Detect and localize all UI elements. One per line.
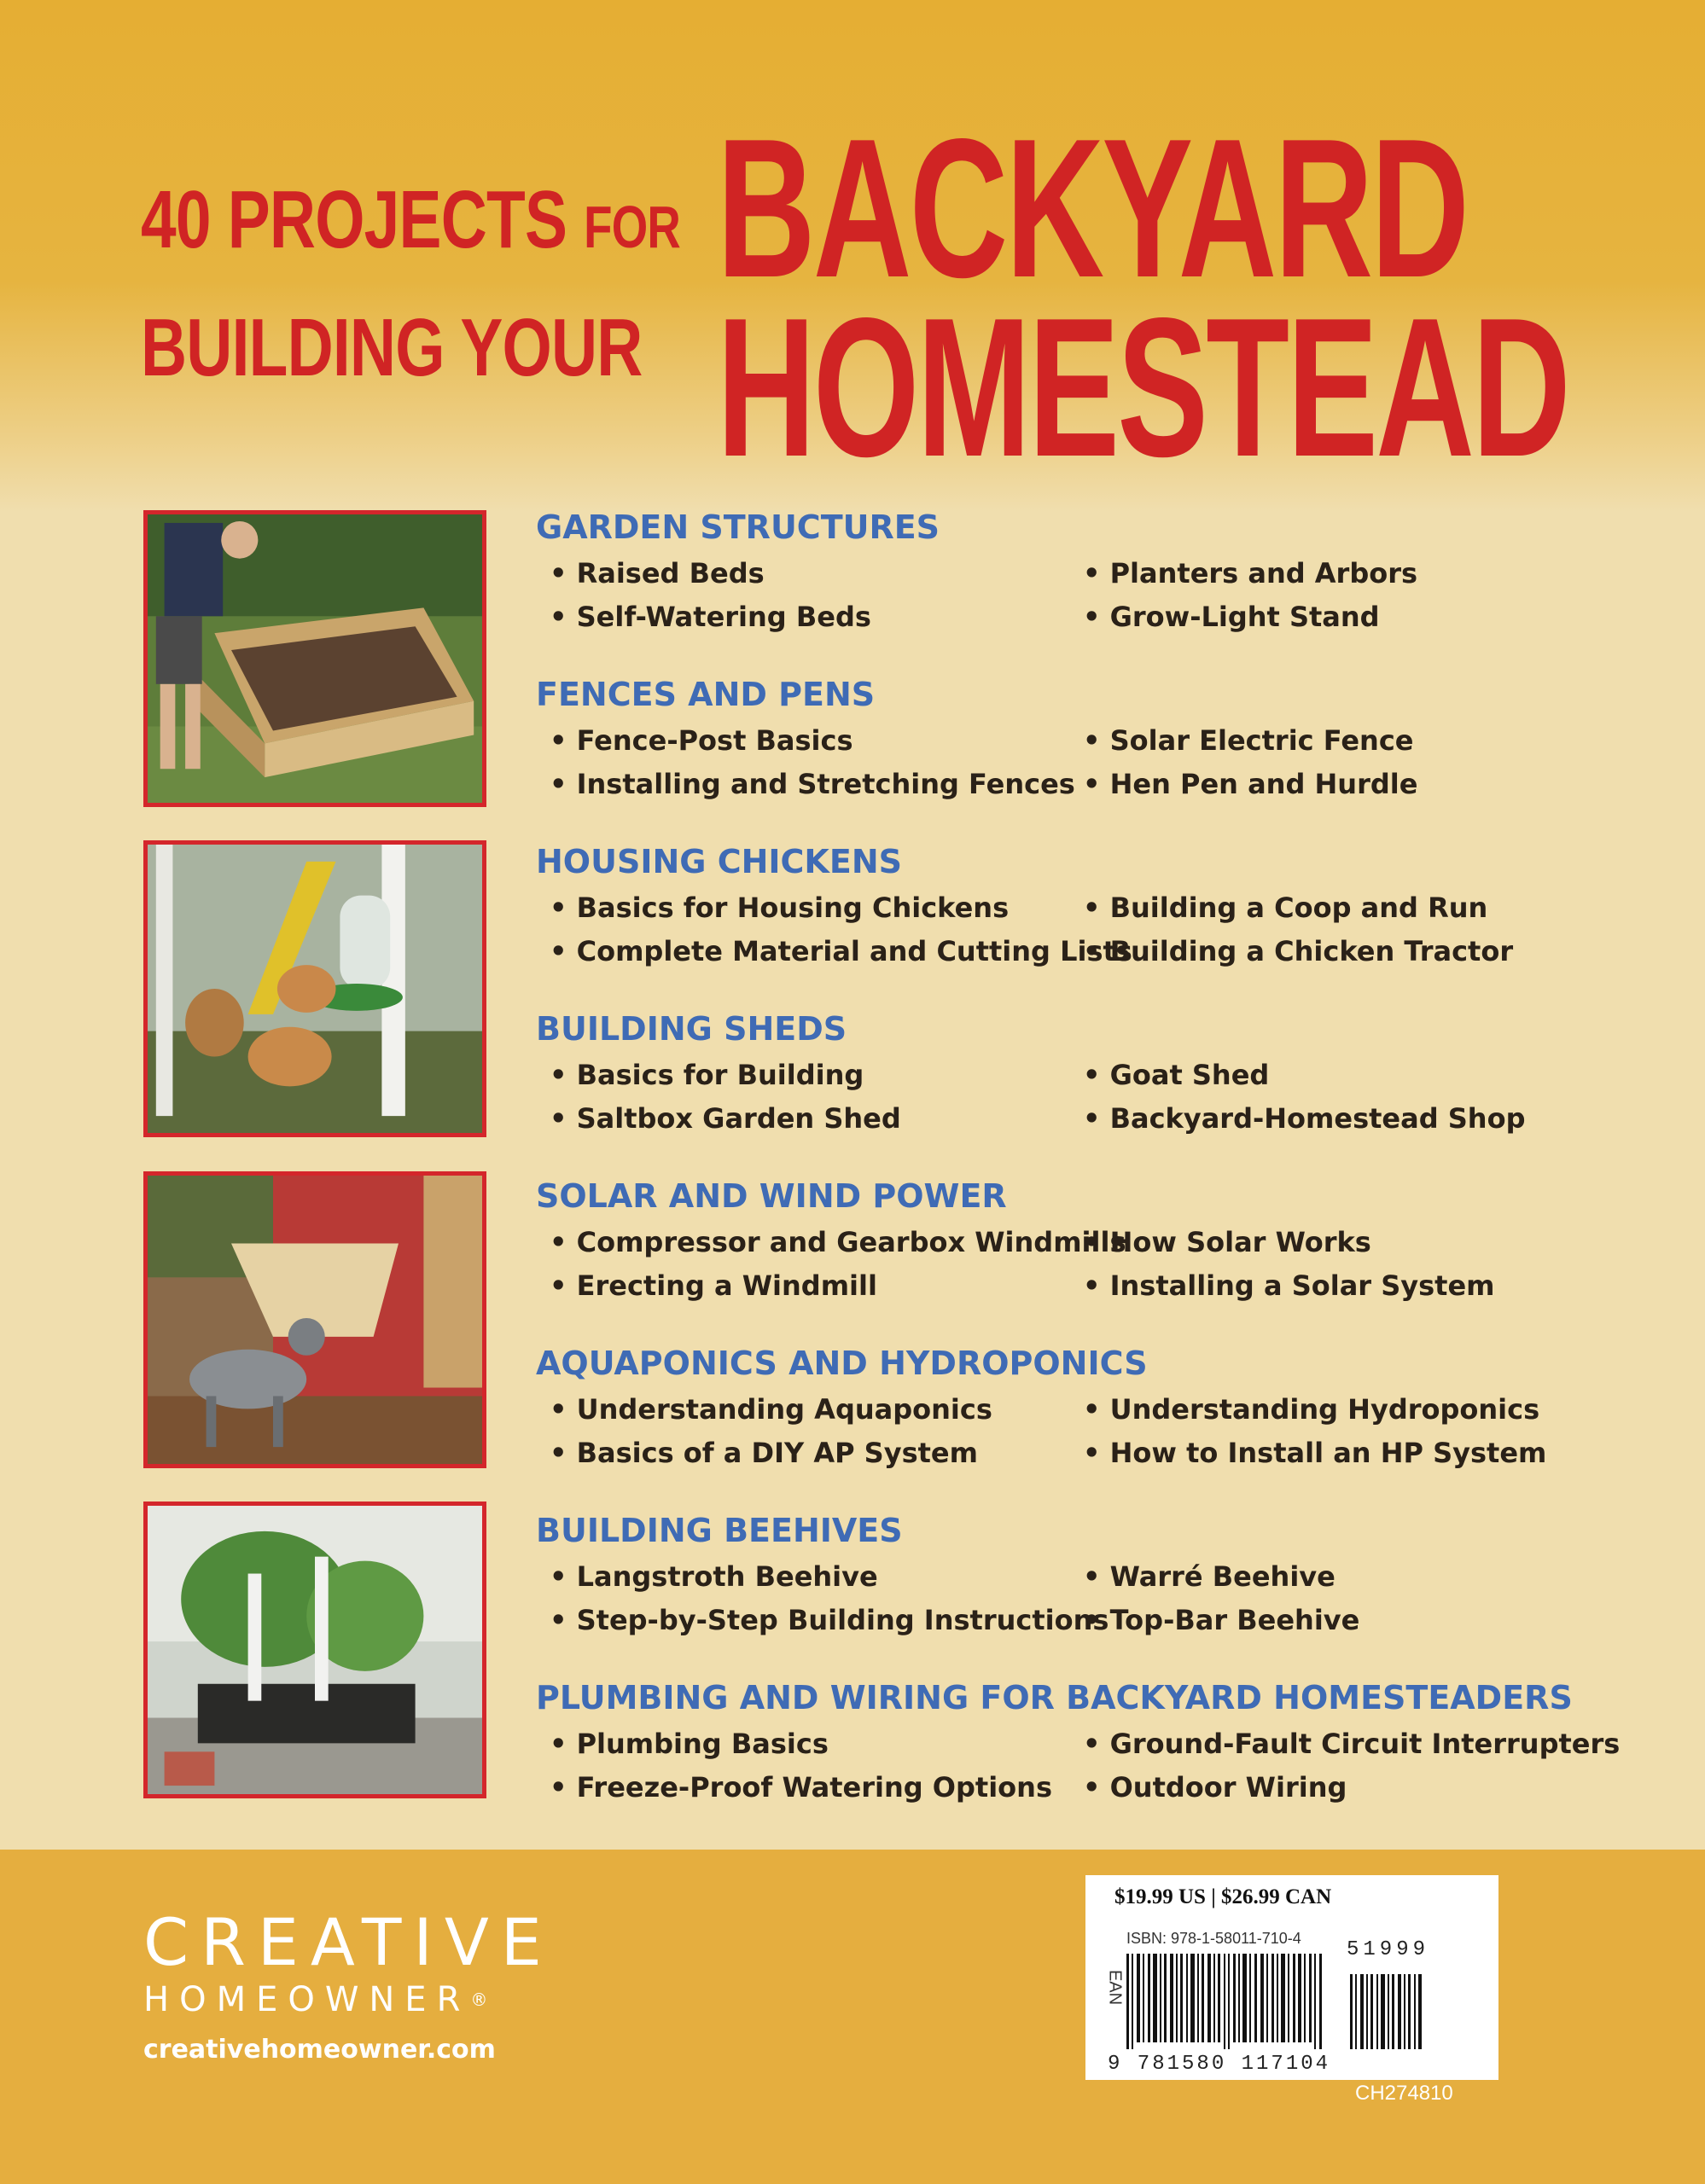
list-item: • Step-by-Step Building Instructions — [550, 1604, 1109, 1636]
section-garden-structures — [536, 507, 1645, 645]
list-item: • Installing and Stretching Fences — [550, 768, 1075, 800]
list-item: • Saltbox Garden Shed — [550, 1102, 901, 1135]
section-heading: PLUMBING AND WIRING FOR BACKYARD HOMESTEADERS — [536, 1679, 1573, 1716]
section-heading: GARDEN STRUCTURES — [536, 508, 940, 546]
section-items — [536, 1554, 1645, 1648]
title-projects: 40 PROJECTS — [141, 174, 567, 265]
section-heading: BUILDING BEEHIVES — [536, 1512, 903, 1549]
title-homestead: HOMESTEAD — [717, 277, 1568, 498]
section-items — [536, 1722, 1645, 1815]
list-item: • Understanding Aquaponics — [550, 1393, 992, 1426]
publisher-url[interactable]: creativehomeowner.com — [143, 2035, 496, 2065]
price-addon-code: 51999 — [1347, 1938, 1430, 1961]
list-item: • Langstroth Beehive — [550, 1560, 878, 1593]
section-items — [536, 1220, 1645, 1314]
list-item: • Building a Coop and Run — [1083, 892, 1488, 924]
list-item: • Solar Electric Fence — [1083, 724, 1414, 757]
section-heading: SOLAR AND WIND POWER — [536, 1177, 1007, 1215]
section-building-beehives — [536, 1510, 1645, 1648]
section-fences-and-pens — [536, 674, 1645, 812]
list-item: • Goat Shed — [1083, 1059, 1270, 1091]
list-item: • Planters and Arbors — [1083, 557, 1418, 590]
list-item: • Self-Watering Beds — [550, 601, 871, 633]
price-label: $19.99 US | $26.99 CAN — [1114, 1885, 1332, 1908]
section-housing-chickens — [536, 841, 1645, 979]
list-item: • Freeze-Proof Watering Options — [550, 1771, 1052, 1804]
section-plumbing-and-wiring — [536, 1677, 1645, 1815]
section-items — [536, 551, 1645, 645]
title-line-1 — [141, 174, 681, 270]
publisher-homeowner: HOMEOWNER — [143, 1980, 471, 2019]
list-item: • Backyard-Homestead Shop — [1083, 1102, 1526, 1135]
section-building-sheds — [536, 1008, 1645, 1147]
list-item: • Erecting a Windmill — [550, 1269, 877, 1302]
list-item: • Fence-Post Basics — [550, 724, 853, 757]
photo-raised-bed — [143, 510, 486, 807]
list-item: • Outdoor Wiring — [1083, 1771, 1347, 1804]
list-item: • Installing a Solar System — [1083, 1269, 1495, 1302]
title-for: FOR — [584, 194, 681, 260]
section-aquaponics-and-hydroponics — [536, 1343, 1645, 1481]
list-item: • Understanding Hydroponics — [1083, 1393, 1540, 1426]
list-item: • Raised Beds — [550, 557, 765, 590]
section-items — [536, 1387, 1645, 1481]
list-item: • Building a Chicken Tractor — [1083, 935, 1514, 967]
list-item: • Compressor and Gearbox Windmills — [550, 1226, 1126, 1258]
list-item: • Hen Pen and Hurdle — [1083, 768, 1418, 800]
isbn-label: ISBN: 978-1-58011-710-4 — [1126, 1930, 1301, 1947]
list-item: • Complete Material and Cutting Lists — [550, 935, 1132, 967]
section-items — [536, 1053, 1645, 1147]
list-item: • Basics for Housing Chickens — [550, 892, 1010, 924]
title-line-2: BUILDING YOUR — [141, 302, 643, 393]
section-heading: BUILDING SHEDS — [536, 1010, 847, 1048]
section-heading: FENCES AND PENS — [536, 676, 876, 713]
list-item: • Plumbing Basics — [550, 1728, 829, 1760]
barcode-digits: 9 781580 117104 — [1108, 2053, 1331, 2076]
list-item: • Basics for Building — [550, 1059, 864, 1091]
title-backyard: BACKYARD — [717, 98, 1468, 319]
publisher-logo — [143, 1904, 554, 2021]
registered-mark: ® — [470, 1989, 488, 2010]
barcode-box — [1085, 1875, 1498, 2080]
barcode-bars — [1126, 1954, 1485, 2049]
ean-label: EAN — [1105, 1969, 1125, 2006]
photo-goat-shed — [143, 1171, 486, 1468]
publisher-name-line1: CREATIVE — [143, 1904, 554, 1980]
list-item: • Grow-Light Stand — [1083, 601, 1380, 633]
list-item: • Basics of a DIY AP System — [550, 1437, 978, 1469]
list-item: • Ground-Fault Circuit Interrupters — [1083, 1728, 1621, 1760]
publisher-name-line2 — [143, 1978, 554, 2021]
list-item: • Top-Bar Beehive — [1083, 1604, 1360, 1636]
list-item: • Warré Beehive — [1083, 1560, 1335, 1593]
photo-hydroponics — [143, 1502, 486, 1798]
section-items — [536, 886, 1645, 979]
photo-chicken-coop — [143, 840, 486, 1137]
section-heading: AQUAPONICS AND HYDROPONICS — [536, 1345, 1148, 1382]
list-item: • How Solar Works — [1083, 1226, 1371, 1258]
section-heading: HOUSING CHICKENS — [536, 843, 902, 880]
section-solar-and-wind-power — [536, 1176, 1645, 1314]
list-item: • How to Install an HP System — [1083, 1437, 1547, 1469]
section-items — [536, 718, 1645, 812]
catalog-code: CH274810 — [1355, 2082, 1453, 2105]
